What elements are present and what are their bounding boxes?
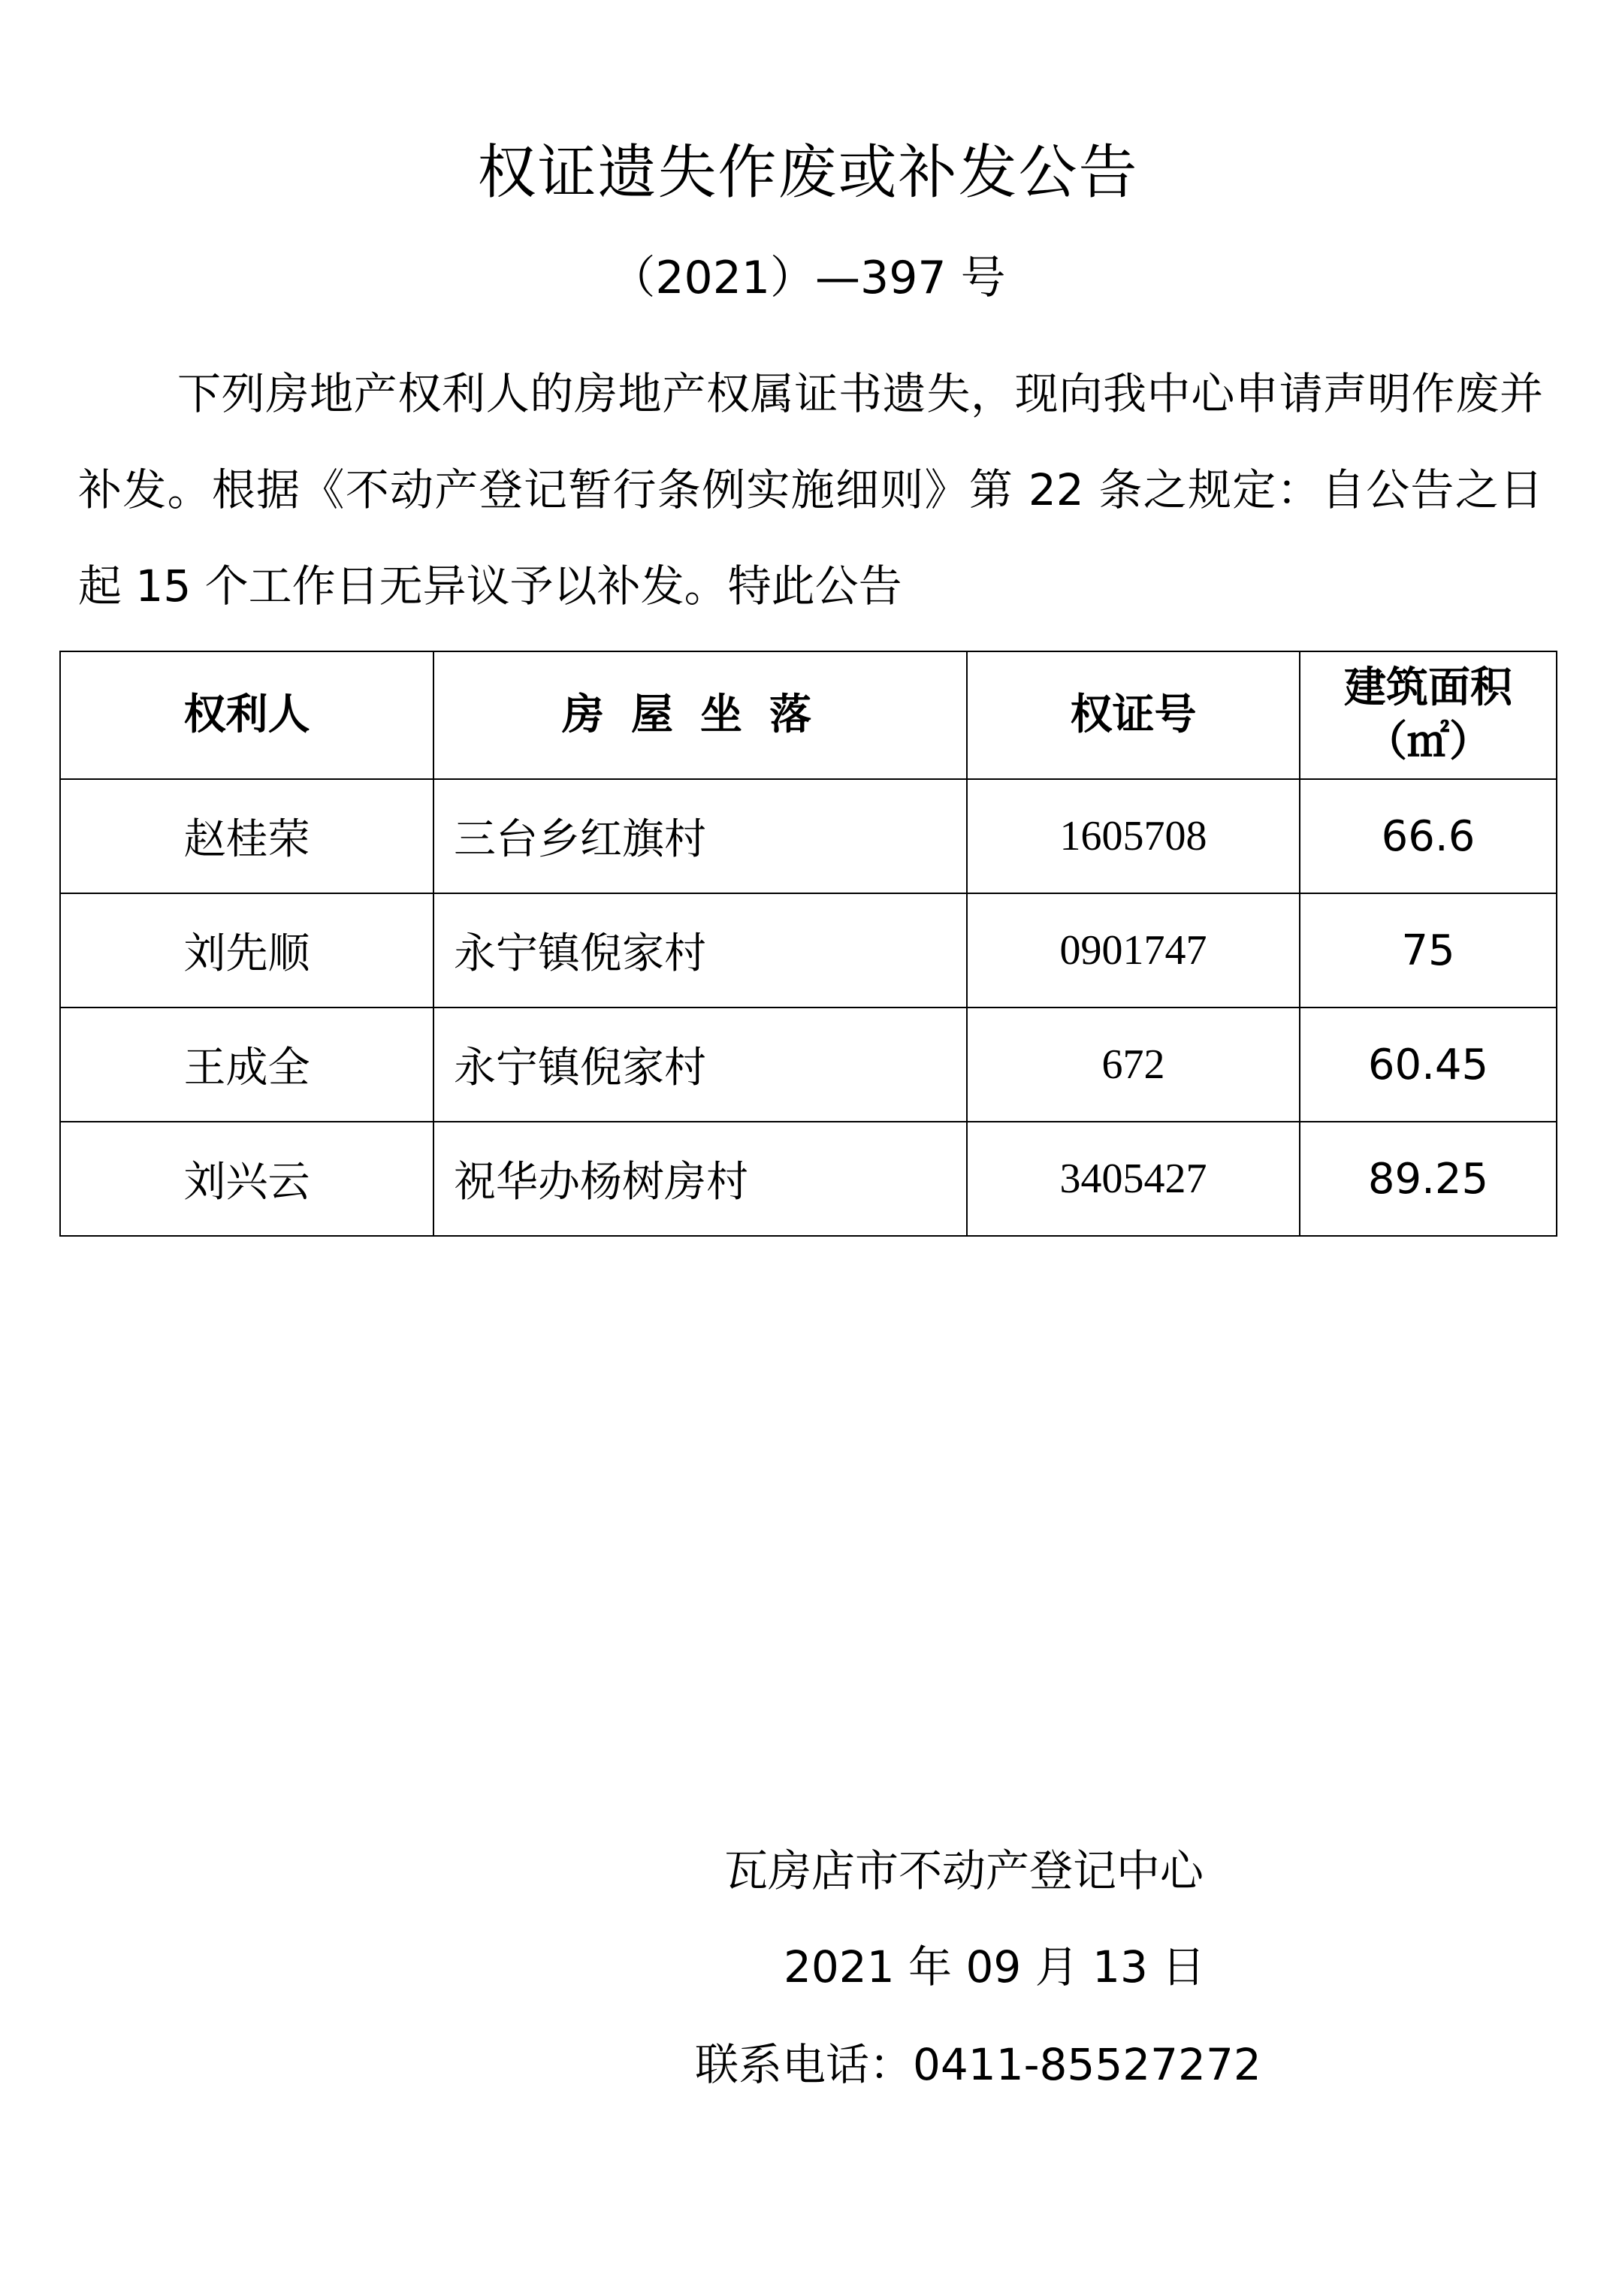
cell-location: 祝华办杨树房村: [433, 1122, 967, 1236]
cell-certificate: 1605708: [967, 779, 1300, 893]
header-owner: 权利人: [60, 651, 433, 779]
records-table: [59, 651, 1557, 1237]
header-area: [1300, 651, 1557, 779]
notice-body: 下列房地产权利人的房地产权属证书遗失，现向我中心申请声明作废并补发。根据《不动产登记暂行条例实施细则》第 22 条之规定：自公告之日起 15 个工作日无异议予以补发。特此公告: [78, 368, 1543, 612]
table-row: [60, 893, 1557, 1008]
table-header-row: [60, 651, 1557, 779]
table-row: [60, 1008, 1557, 1122]
notice-number: （2021）—397 号: [610, 252, 1006, 304]
cell-owner: 刘兴云: [60, 1122, 433, 1236]
notice-title: 权证遗失作废或补发公告: [477, 139, 1139, 207]
cell-certificate: 3405427: [967, 1122, 1300, 1236]
cell-location: 永宁镇倪家村: [433, 1008, 967, 1122]
cell-area: 60.45: [1300, 1008, 1557, 1122]
header-location: 房屋坐落: [433, 651, 967, 779]
cell-owner: 赵桂荣: [60, 779, 433, 893]
cell-location: 三台乡红旗村: [433, 779, 967, 893]
header-area-label: 建筑面积: [1344, 663, 1512, 712]
header-area-unit: （㎡）: [1365, 718, 1491, 766]
cell-location: 永宁镇倪家村: [433, 893, 967, 1008]
cell-owner: 刘先顺: [60, 893, 433, 1008]
cell-area: 66.6: [1300, 779, 1557, 893]
cell-certificate: 672: [967, 1008, 1300, 1122]
issuing-organization: 瓦房店市不动产登记中心: [724, 1845, 1204, 1896]
cell-certificate: 0901747: [967, 893, 1300, 1008]
contact-phone: 联系电话：0411-85527272: [695, 2039, 1261, 2090]
table-row: [60, 1122, 1557, 1236]
cell-area: 75: [1300, 893, 1557, 1008]
table-row: [60, 779, 1557, 893]
cell-area: 89.25: [1300, 1122, 1557, 1236]
header-certificate: 权证号: [967, 651, 1300, 779]
issue-date: 2021 年 09 月 13 日: [784, 1941, 1206, 1992]
cell-owner: 王成全: [60, 1008, 433, 1122]
